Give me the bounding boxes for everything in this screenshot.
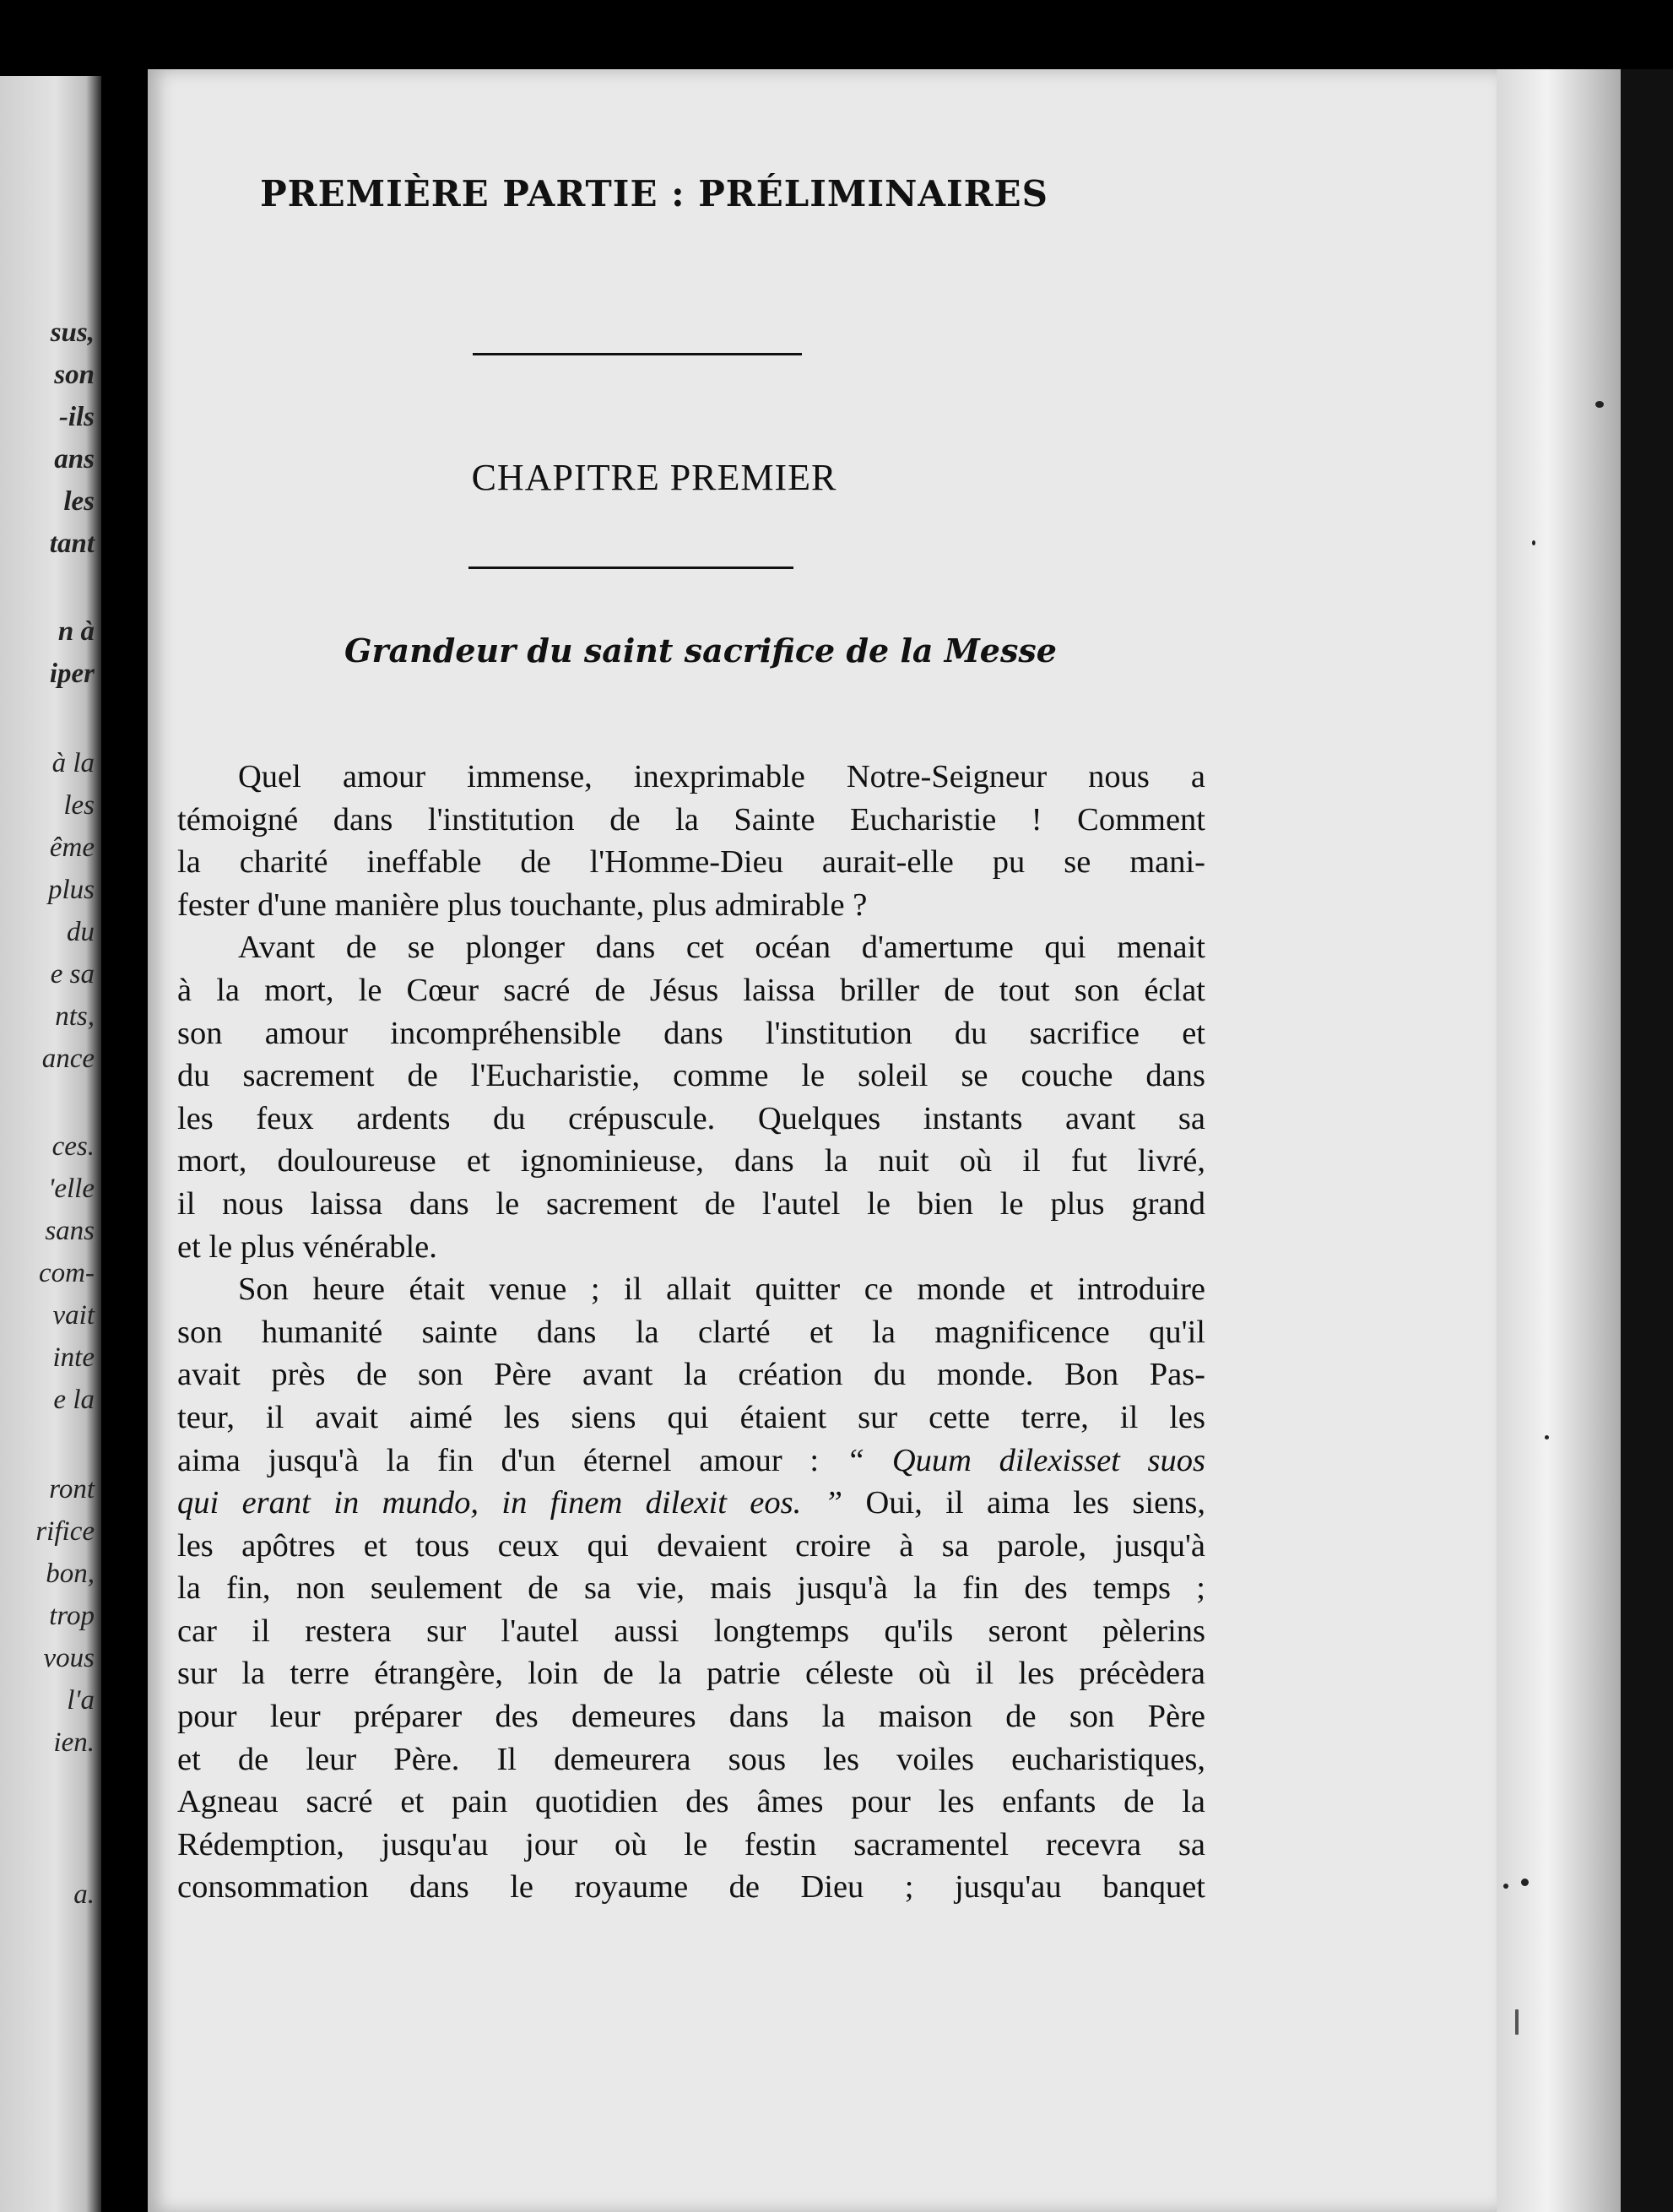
body-line: pour leur préparer des demeures dans la maison de son Père: [177, 1699, 1205, 1735]
left-page-fragment: e sa: [50, 959, 95, 989]
body-line: du sacrement de l'Eucharistie, comme le soleil se couche dans: [177, 1058, 1205, 1094]
section-divider: [468, 567, 793, 569]
section-divider: [473, 353, 802, 355]
left-page-fragment: iper: [49, 659, 95, 689]
left-page-fragment: com-: [39, 1258, 95, 1288]
previous-page-edge: [0, 76, 101, 2212]
body-line: fester d'une manière plus touchante, plus admirable ?: [177, 886, 868, 923]
body-line: [177, 1482, 1205, 1525]
left-page-fragment: les: [63, 486, 95, 517]
scan-speck: [1595, 401, 1604, 408]
left-page-fragment: l'a: [67, 1685, 95, 1716]
left-page-fragment: ien.: [53, 1727, 95, 1758]
body-line: à la mort, le Cœur sacré de Jésus laissa briller de tout son éclat: [177, 972, 1205, 1008]
body-line: car il restera sur l'autel aussi longtemps qu'ils seront pèlerins: [177, 1613, 1205, 1649]
left-page-fragment: -ils: [58, 402, 95, 432]
body-line: les apôtres et tous ceux qui devaient croire à sa parole, jusqu'à: [177, 1527, 1205, 1564]
latin-quote: “ Quum dilexisset suos: [846, 1442, 1206, 1478]
left-page-fragment: ront: [49, 1474, 95, 1504]
left-page-fragment: 'elle: [48, 1174, 95, 1204]
left-page-fragment: tant: [49, 529, 95, 559]
left-page-fragment: vait: [52, 1300, 95, 1331]
body-line: Rédemption, jusqu'au jour où le festin sacramentel recevra sa: [177, 1826, 1205, 1862]
left-page-fragment: les: [63, 790, 95, 821]
body-line: son amour incompréhensible dans l'institution du sacrifice et: [177, 1015, 1205, 1051]
body-line: son humanité sainte dans la clarté et la magnificence qu'il: [177, 1314, 1205, 1350]
body-line: avait près de son Père avant la création du monde. Bon Pas-: [177, 1357, 1205, 1393]
scan-speck: [1532, 540, 1535, 545]
scan-speck: [1503, 1884, 1508, 1889]
body-line: la charité ineffable de l'Homme-Dieu aurait-elle pu se mani-: [177, 844, 1205, 881]
left-page-fragment: plus: [47, 875, 95, 905]
left-page-fragment: à la: [51, 748, 95, 778]
body-line: consommation dans le royaume de Dieu ; jusqu'au banquet: [177, 1869, 1205, 1906]
scan-mark: [1515, 2009, 1519, 2035]
part-title: PREMIÈRE PARTIE : PRÉLIMINAIRES: [260, 173, 1048, 214]
latin-quote: qui erant in mundo, in finem dilexit eos. ”: [177, 1485, 843, 1521]
left-page-fragment: ans: [54, 444, 95, 474]
body-line: et de leur Père. Il demeurera sous les voiles eucharistiques,: [177, 1741, 1205, 1777]
left-page-fragment: inte: [52, 1342, 95, 1373]
scan-speck: [1521, 1879, 1529, 1886]
left-page-fragment: vous: [43, 1643, 95, 1673]
scan-border: [1621, 69, 1673, 2212]
body-line: Son heure était venue ; il allait quitter ce monde et introduire: [238, 1271, 1205, 1308]
body-line: les feux ardents du crépuscule. Quelques instants avant sa: [177, 1100, 1205, 1136]
left-page-fragment: du: [67, 917, 95, 947]
body-line-text: Oui, il aima les siens,: [865, 1485, 1206, 1521]
left-page-fragment: e la: [53, 1385, 95, 1415]
chapter-title: CHAPITRE PREMIER: [471, 457, 837, 498]
left-page-fragment: a.: [73, 1879, 95, 1910]
left-page-fragment: ême: [49, 832, 95, 863]
body-line: et le plus vénérable.: [177, 1228, 437, 1265]
left-page-fragment: son: [54, 360, 95, 390]
body-line: la fin, non seulement de sa vie, mais jusqu'à la fin des temps ;: [177, 1570, 1205, 1607]
body-line: il nous laissa dans le sacrement de l'autel le bien le plus grand: [177, 1185, 1205, 1222]
body-line: [177, 1439, 1205, 1483]
left-page-fragment: sans: [45, 1216, 95, 1246]
left-page-fragment: ance: [41, 1044, 95, 1074]
left-page-fragment: nts,: [55, 1001, 95, 1032]
body-line-text: aima jusqu'à la fin d'un éternel amour :: [177, 1442, 820, 1478]
body-line: mort, douloureuse et ignominieuse, dans la nuit où il fut livré,: [177, 1143, 1205, 1179]
body-line: témoigné dans l'institution de la Sainte Eucharistie ! Comment: [177, 801, 1205, 838]
body-line: Quel amour immense, inexprimable Notre-Seigneur nous a: [238, 759, 1205, 794]
left-page-fragment: bon,: [46, 1559, 95, 1589]
body-line: Avant de se plonger dans cet océan d'amertume qui menait: [238, 930, 1205, 966]
scan-speck: [1545, 1435, 1549, 1439]
left-page-fragment: rifice: [35, 1516, 95, 1547]
body-text: [177, 756, 1205, 1909]
body-line: Agneau sacré et pain quotidien des âmes pour les enfants de la: [177, 1784, 1205, 1820]
left-page-fragment: trop: [49, 1601, 95, 1631]
body-line: teur, il avait aimé les siens qui étaient sur cette terre, il les: [177, 1399, 1205, 1435]
left-page-fragment: ces.: [51, 1131, 95, 1162]
chapter-subtitle: Grandeur du saint sacrifice de la Messe: [344, 632, 1057, 670]
left-page-fragment: sus,: [50, 317, 95, 348]
left-page-fragment: n à: [57, 616, 95, 647]
body-line: sur la terre étrangère, loin de la patrie céleste où il les précèdera: [177, 1656, 1205, 1692]
